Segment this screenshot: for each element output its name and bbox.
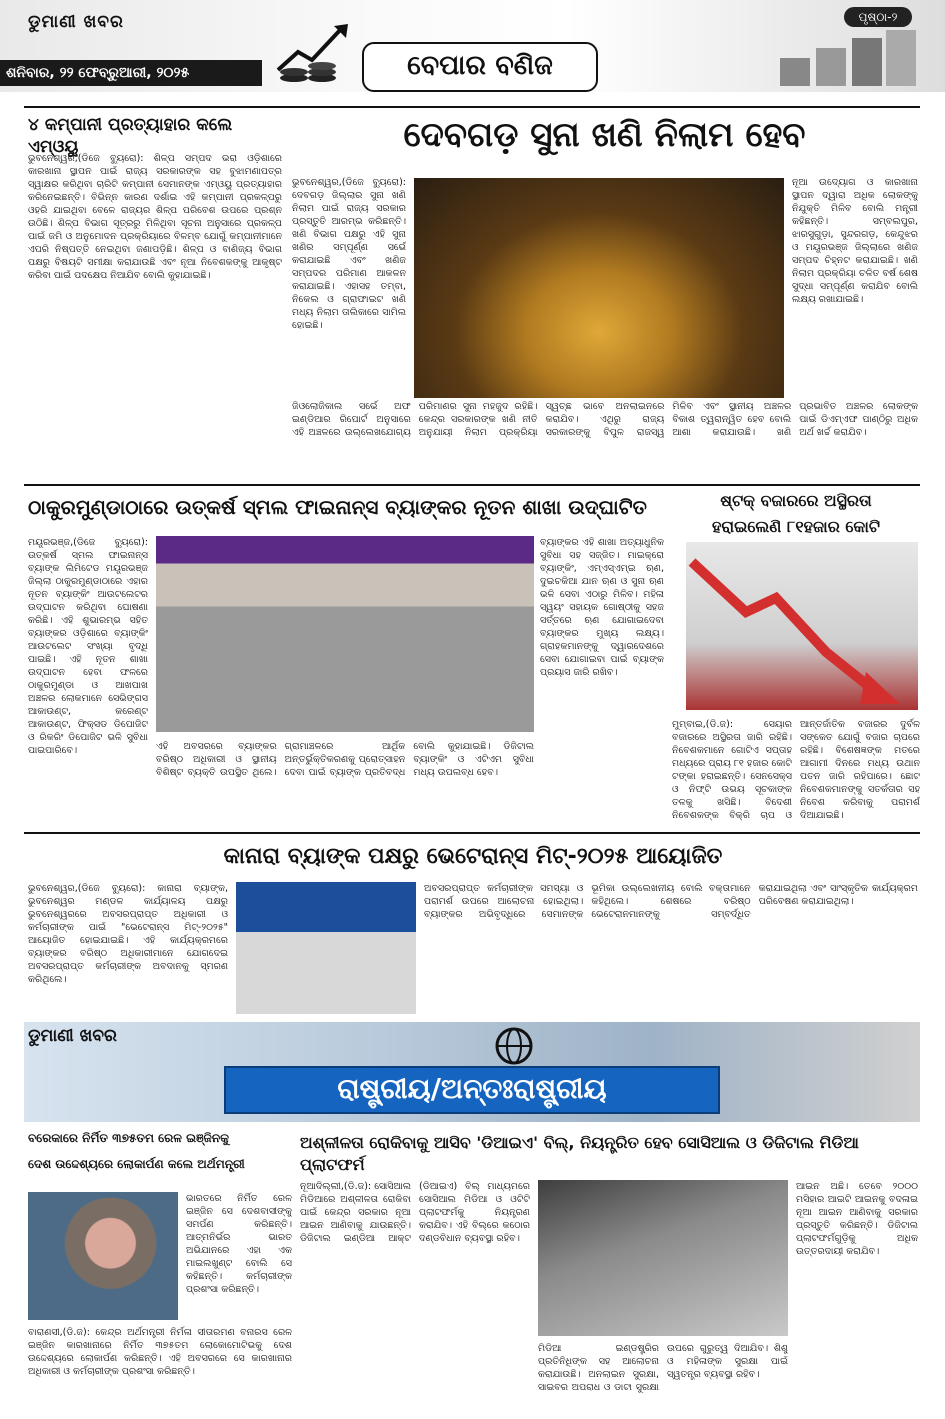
banner-brand: ଡୁମାଣୀ ଖବର — [28, 1026, 117, 1046]
article-gold-mine-bottom: ଜିଓଲୋଜିକାଲ ସର୍ଭେ ଅଫ ଇଣ୍ଡିଆର ରିପୋର୍ଟ ଅନୁସାରେ ଏହି ଅଞ୍ଚଳରେ ଉଲ୍ଲେଖଯୋଗ୍ୟ ପରିମାଣର ସୁନା ମହଜୁଦ ରହିଛି। କେନ୍ଦ୍ର ସରକାରଙ୍କ ଖଣି ନୀତି ଅନୁଯାୟୀ ନିଲାମ ପ୍ରକ୍ରିୟା ସ୍ୱଚ୍ଛ ଭାବେ ଅନଲାଇନରେ କରାଯିବ। ଏଥିରୁ ରାଜ୍ୟ ସରକାରଙ୍କୁ ବିପୁଳ ରାଜସ୍ୱ ମିଳିବ ଏବଂ ସ୍ଥାନୀୟ ଅଞ୍ଚଳର ବିକାଶ ତ୍ୱରାନ୍ୱିତ ହେବ ବୋଲି ଆଶା କରାଯାଉଛି। ଖଣି ପ୍ରଭାବିତ ଅଞ୍ଚଳର ଲୋକଙ୍କ ପାଇଁ ଡିଏମ୍‌ଏଫ ପାଣ୍ଠିରୁ ଅଧିକ ଅର୍ଥ ଖର୍ଚ୍ଚ କରାଯିବ। — [292, 401, 918, 438]
headline-rail-engine-2: ଦେଶ ଉଦ୍ଦେଶ୍ୟରେ ଲୋକାର୍ପଣ କଲେ ଅର୍ଥମନ୍ତ୍ରୀ — [28, 1157, 245, 1171]
article-mou-withdrawal: ଭୁବନେଶ୍ୱର,(ଡିଜେ ବ୍ୟୁରୋ): ଶିଳ୍ପ ସମ୍ପଦ ଭରା ଓଡ଼ିଶାରେ କାରଖାନା ସ୍ଥାପନ ପାଇଁ ରାଜ୍ୟ ସରକାରଙ୍କ ସହ ବୁଝାମଣାପତ୍ର ସ୍ୱାକ୍ଷର କରିଥିବା ଚାରିଟି କମ୍ପାନୀ ସେମାନଙ୍କ ଏମ୍‌ଓୟୁ ପ୍ରତ୍ୟାହାର କରିନେଇଛନ୍ତି। ବିଭିନ୍ନ କାରଣ ଦର୍ଶାଇ ଏହି କମ୍ପାନୀ ପ୍ରକଳ୍ପରୁ ଓହରି ଯାଇଥିବା ବେଳେ ରାଜ୍ୟର ଶିଳ୍ପ ପରିବେଶ ଉପରେ ପ୍ରଶ୍ନ ଉଠିଛି। ଶିଳ୍ପ ବିଭାଗ ସୂତ୍ରରୁ ମିଳିଥିବା ସୂଚନା ଅନୁସାରେ ପ୍ରକଳ୍ପ ପାଇଁ ଜମି ଓ ଅନୁମୋଦନ ପ୍ରକ୍ରିୟାରେ ବିଳମ୍ବ ଯୋଗୁଁ କମ୍ପାନୀମାନେ ଏପରି ନିଷ୍ପତ୍ତି ନେଇଥିବା ଜଣାପଡ଼ିଛି। ଶିଳ୍ପ ଓ ବାଣିଜ୍ୟ ବିଭାଗ ପକ୍ଷରୁ ବିଷୟଟି ସମୀକ୍ଷା କରାଯାଉଛି ଏବଂ ନୂଆ ନିବେଶକଙ୍କୁ ଆକୃଷ୍ଟ କରିବା ପାଇଁ ପଦକ୍ଷେପ ନିଆଯିବ ବୋଲି କୁହାଯାଇଛି। — [28, 153, 282, 281]
article-utkarsh-right: ବ୍ୟାଙ୍କର ଏହି ଶାଖା ଅତ୍ୟାଧୁନିକ ସୁବିଧା ସହ ସଜ୍ଜିତ। ମାଇକ୍ରୋ ବ୍ୟାଙ୍କିଂ, ଏମ୍‌ଏସ୍‌ଏମ୍‌ଇ ଋଣ, ଦୁଇଚକିଆ ଯାନ ଋଣ ଓ ସୁନା ଋଣ ଭଳି ସେବା ଏଠାରୁ ମିଳିବ। ମହିଳା ସ୍ୱୟଂ ସହାୟକ ଗୋଷ୍ଠୀକୁ ସହଜ ସର୍ତ୍ତରେ ଋଣ ଯୋଗାଇଦେବା ବ୍ୟାଙ୍କର ମୁଖ୍ୟ ଲକ୍ଷ୍ୟ। ଗ୍ରାହକମାନଙ୍କୁ ଦ୍ୱାରଦେଶରେ ସେବା ଯୋଗାଇବା ପାଇଁ ବ୍ୟାଙ୍କ ପ୍ରୟାସ ଜାରି ରଖିବ। — [540, 537, 664, 678]
utkarsh-branch-photo — [156, 536, 534, 732]
article-stock-market: ମୁମ୍ବାଇ,(ଡି.ଜ): ସେୟାର ବଜାରରେ ଅସ୍ଥିରତା ଜାରି ରହିଛି। ନିବେଶକମାନେ ଗୋଟିଏ ସପ୍ତାହ ମଧ୍ୟରେ ପ୍ରାୟ ୮୧ ହଜାର କୋଟି ଟଙ୍କା ହରାଇଛନ୍ତି। ସେନସେକ୍ସ ଓ ନିଫ୍ଟି ଉଭୟ ସୂଚକାଙ୍କ ତଳକୁ ଖସିଛି। ବିଦେଶୀ ନିବେଶକଙ୍କ ବିକ୍ରି ଚାପ ଓ ଆନ୍ତର୍ଜାତିକ ବଜାରର ଦୁର୍ବଳ ସଙ୍କେତ ଯୋଗୁଁ ବଜାର ଚାପରେ ରହିଛି। ବିଶେଷଜ୍ଞଙ୍କ ମତରେ ଆଗାମୀ ଦିନରେ ମଧ୍ୟ ଉଥାନ ପତନ ଜାରି ରହିପାରେ। ଛୋଟ ନିବେଶକମାନଙ୍କୁ ସତର୍କତାର ସହ ନିବେଶ କରିବାକୁ ପରାମର୍ଶ ଦିଆଯାଇଛି। — [672, 719, 920, 821]
article-utkarsh-left: ମୟୂରଭଞ୍ଜ,(ଡିଜେ ବ୍ୟୁରୋ): ଉତ୍କର୍ଷ ସ୍ମଲ ଫାଇନାନ୍ସ ବ୍ୟାଙ୍କ ଲିମିଟେଡ ମୟୂରଭଞ୍ଜ ଜିଲ୍ଲା ଠାକୁରମୁଣ୍ଡାଠାରେ ଏହାର ନୂତନ ବ୍ୟାଙ୍କିଂ ଆଉଟଲେଟର ଉଦ୍‌ଘାଟନ କରିଥିବା ଘୋଷଣା କରିଛି। ଏହି ଶୁଭାରମ୍ଭ ସହିତ ବ୍ୟାଙ୍କର ଓଡ଼ିଶାରେ ବ୍ୟାଙ୍କିଂ ଆଉଟଲେଟ ସଂଖ୍ୟା ବୃଦ୍ଧି ପାଇଛି। ଏହି ନୂତନ ଶାଖା ଉଦ୍‌ଘାଟନ ହେବା ଫଳରେ ଠାକୁରମୁଣ୍ଡା ଓ ଆଖପାଖ ଅଞ୍ଚଳର ଲୋକମାନେ ସେଭିଙ୍ଗସ ଆକାଉଣ୍ଟ, କରେଣ୍ଟ ଆକାଉଣ୍ଟ, ଫିକ୍ସଡ ଡିପୋଜିଟ ଓ ରିକରିଂ ଡିପୋଜିଟ ଭଳି ସୁବିଧା ପାଇପାରିବେ। — [28, 537, 148, 756]
headline-gold-mine: ଦେବଗଡ଼ ସୁନା ଖଣି ନିଲାମ ହେବ — [403, 115, 806, 155]
article-canara-left: ଭୁବନେଶ୍ୱର,(ଡିଜେ ବ୍ୟୁରୋ): କାନାରା ବ୍ୟାଙ୍କ, ଭୁବନେଶ୍ୱର ମଣ୍ଡଳ କାର୍ଯ୍ୟାଳୟ ପକ୍ଷରୁ ଭୁବନେଶ୍ୱରରେ ଅବସରପ୍ରାପ୍ତ ଅଧିକାରୀ ଓ କର୍ମଚାରୀଙ୍କ ପାଇଁ "ଭେଟେରାନ୍ସ ମିଟ୍-୨୦୨୫" ଆୟୋଜିତ ହୋଇଯାଇଛି। ଏହି କାର୍ଯ୍ୟକ୍ରମରେ ବ୍ୟାଙ୍କର ବରିଷ୍ଠ ଅଧିକାରୀମାନେ ଯୋଗଦେଇ ଅବସରପ୍ରାପ୍ତ କର୍ମଚାରୀଙ୍କ ଅବଦାନକୁ ସ୍ମରଣ କରିଥିଲେ। — [28, 883, 228, 985]
divider — [24, 832, 920, 834]
social-media-photo — [538, 1180, 788, 1336]
national-section-title: ରାଷ୍ଟ୍ରୀୟ/ଅନ୍ତଃରାଷ୍ଟ୍ରୀୟ — [224, 1066, 720, 1114]
article-dia-bill-right: ଆଇନ ଅଛି। ତେବେ ୨୦୦୦ ମସିହାର ଆଇଟି ଆଇନକୁ ବଦଳାଇ ନୂଆ ଆଇନ ଆଣିବାକୁ ସରକାର ପ୍ରସ୍ତୁତି କରିଛନ୍ତି। ଡିଜିଟାଲ ପ୍ଲାଟଫର୍ମଗୁଡ଼ିକୁ ଅଧିକ ଉତ୍ତରଦାୟୀ କରାଯିବ। — [796, 1181, 918, 1257]
article-rail-engine: ବାରାଣସୀ,(ଡି.ଜ): କେନ୍ଦ୍ର ଅର୍ଥମନ୍ତ୍ରୀ ନିର୍ମଳା ସୀତାରମଣ ବନାରସ ରେଳ ଇଞ୍ଜିନ କାରଖାନାରେ ନିର୍ମିତ ୩୭୫ତମ ଲୋକୋମୋଟିଭକୁ ଦେଶ ଉଦ୍ଦେଶ୍ୟରେ ଲୋକାର୍ପଣ କରିଛନ୍ତି। ଏହି ଅବସରରେ ସେ କାରଖାନାର ଅଧିକାରୀ ଓ କର୍ମଚାରୀଙ୍କ ପ୍ରଶଂସା କରିଛନ୍ତି। — [28, 1327, 292, 1377]
headline-mou-withdrawal: ୪ କମ୍ପାନୀ ପ୍ରତ୍ୟାହାର କଲେ ଏମ୍‌ଓୟୁ — [28, 115, 233, 157]
globe-icon — [494, 1026, 534, 1066]
headline-stock-market-2: ହରାଇଲେଣି ୮୧ହଜାର କୋଟି — [712, 517, 880, 536]
divider — [24, 484, 920, 486]
article-dia-bill-mid: ମିଡିଆ ଇଣ୍ଡଷ୍ଟ୍ରିର ପ୍ରତିନିଧିଙ୍କ ସହ ଆଲୋଚନା କରାଯାଉଛି। ଅନଲାଇନ ସୁରକ୍ଷା, ସାଇବର ଅପରାଧ ଓ ଡାଟା ସୁରକ୍ଷା ଉପରେ ଗୁରୁତ୍ୱ ଦିଆଯିବ। ଶିଶୁ ଓ ମହିଳାଙ୍କ ସୁରକ୍ଷା ପାଇଁ ସ୍ୱତନ୍ତ୍ର ବ୍ୟବସ୍ଥା ରହିବ। — [538, 1343, 788, 1393]
article-dia-bill-left: ନୂଆଦିଲ୍ଲୀ,(ଡି.ଜ): ସୋସିଆଲ ମିଡିଆରେ ଅଶ୍ଳୀଳତା ରୋକିବା ପାଇଁ କେନ୍ଦ୍ର ସରକାର ନୂଆ ଆଇନ ଆଣିବାକୁ ଯାଉଛନ୍ତି। ଡିଜିଟାଲ ଇଣ୍ଡିଆ ଆକ୍ଟ (ଡିଆଇଏ) ବିଲ୍ ମାଧ୍ୟମରେ ସୋସିଆଲ ମିଡିଆ ଓ ଓଟିଟି ପ୍ଲାଟଫର୍ମକୁ ନିୟନ୍ତ୍ରଣ କରାଯିବ। ଏହି ବିଲ୍‌ରେ କଠୋର ଦଣ୍ଡବିଧାନ ବ୍ୟବସ୍ଥା ରହିବ। — [300, 1181, 530, 1244]
finance-minister-photo — [28, 1192, 178, 1320]
headline-rail-engine-1: ବରେକାରେ ନିର୍ମିତ ୩୭୫ତମ ରେଳ ଇଞ୍ଜିନକୁ — [28, 1131, 229, 1145]
coin-stack-icon — [770, 30, 920, 88]
page-number: ପୃଷ୍ଠା-୨ — [844, 7, 912, 27]
article-gold-mine-left: ଭୁବନେଶ୍ୱର,(ଡିଜେ ବ୍ୟୁରୋ): ଦେବଗଡ଼ ଜିଲ୍ଲାର ସୁନା ଖଣି ନିଲାମ ପାଇଁ ରାଜ୍ୟ ସରକାର ପ୍ରସ୍ତୁତି ଆରମ୍ଭ କରିଛନ୍ତି। ଖଣି ବିଭାଗ ପକ୍ଷରୁ ଏହି ସୁନା ଖଣିର ସମ୍ପୂର୍ଣ୍ଣ ସର୍ଭେ କରାଯାଇଛି ଏବଂ ଖଣିଜ ସମ୍ପଦର ପରିମାଣ ଆକଳନ କରାଯାଇଛି। ଏହାସହ ତମ୍ବା, ନିକେଲ ଓ ଗ୍ରାଫାଇଟ ଖଣି ମଧ୍ୟ ନିଲାମ ତାଲିକାରେ ସାମିଲ ହୋଇଛି। — [292, 177, 406, 331]
headline-utkarsh-branch: ଠାକୁରମୁଣ୍ଡାଠାରେ ଉତ୍କର୍ଷ ସ୍ମଲ ଫାଇନାନ୍ସ ବ୍ୟାଙ୍କର ନୂତନ ଶାଖା ଉଦ୍‌ଘାଟିତ — [28, 495, 647, 519]
growth-graph-icon — [272, 18, 356, 88]
article-canara-right: ଅବସରପ୍ରାପ୍ତ କର୍ମଚାରୀଙ୍କ ସମସ୍ୟା ଓ ପରାମର୍ଶ ଉପରେ ଆଲୋଚନା ହୋଇଥିଲା। ବ୍ୟାଙ୍କର ଅଭିବୃଦ୍ଧିରେ ସେମାନଙ୍କ ଭୂମିକା ଉଲ୍ଲେଖନୀୟ ବୋଲି ବକ୍ତାମାନେ କହିଥିଲେ। ଶେଷରେ ବରିଷ୍ଠ ଭେଟେରାନମାନଙ୍କୁ ସମ୍ବର୍ଦ୍ଧିତ କରାଯାଇଥିଲା ଏବଂ ସାଂସ୍କୃତିକ କାର୍ଯ୍ୟକ୍ରମ ପରିବେଷଣ କରାଯାଇଥିଲା। — [424, 883, 918, 920]
canara-meet-photo — [236, 882, 416, 1014]
section-title: ବେପାର ବଣିଜ — [362, 42, 598, 92]
brand-title: ଡୁମାଣୀ ଖବର — [28, 12, 124, 32]
stock-market-photo — [686, 542, 918, 710]
gold-mine-photo — [414, 178, 784, 398]
article-gold-mine-right: ନୂଆ ଉଦ୍ୟୋଗ ଓ କାରଖାନା ସ୍ଥାପନ ଦ୍ୱାରା ଅଧିକ ଲୋକଙ୍କୁ ନିଯୁକ୍ତି ମିଳିବ ବୋଲି ମନ୍ତ୍ରୀ କହିଛନ୍ତି। ସମ୍ବଲପୁର, ଝାରସୁଗୁଡ଼ା, ସୁନ୍ଦରଗଡ଼, କେନ୍ଦୁଝର ଓ ମୟୂରଭଞ୍ଜ ଜିଲ୍ଲାରେ ଖଣିଜ ସମ୍ପଦ ଚିହ୍ନଟ କରାଯାଇଛି। ଖଣି ନିଲାମ ପ୍ରକ୍ରିୟା ଚଳିତ ବର୍ଷ ଶେଷ ସୁଦ୍ଧା ସମ୍ପୂର୍ଣ୍ଣ କରାଯିବ ବୋଲି ଲକ୍ଷ୍ୟ ରଖାଯାଇଛି। — [792, 177, 918, 305]
headline-canara-meet: କାନାରା ବ୍ୟାଙ୍କ ପକ୍ଷରୁ ଭେଟେରାନ୍ସ ମିଟ୍-୨୦୨୫ ଆୟୋଜିତ — [223, 844, 723, 869]
downtrend-arrow-icon — [686, 542, 918, 710]
headline-stock-market-1: ଷ୍ଟକ୍ ବଜାରରେ ଅସ୍ଥିରତା — [720, 491, 872, 510]
article-rail-engine-right: ଭାରତରେ ନିର୍ମିତ ରେଳ ଇଞ୍ଜିନ ସେ ଦେଶବାସୀଙ୍କୁ ସମର୍ପଣ କରିଛନ୍ତି। ଆତ୍ମନିର୍ଭର ଭାରତ ଅଭିଯାନରେ ଏହା ଏକ ମାଇଲଖୁଣ୍ଟ ବୋଲି ସେ କହିଛନ୍ତି। କର୍ମଚାରୀଙ୍କ ପ୍ରଶଂସା କରିଛନ୍ତି। — [186, 1193, 292, 1295]
article-utkarsh-mid: ଏହି ଅବସରରେ ବ୍ୟାଙ୍କର ବରିଷ୍ଠ ଅଧିକାରୀ ଓ ସ୍ଥାନୀୟ ବିଶିଷ୍ଟ ବ୍ୟକ୍ତି ଉପସ୍ଥିତ ଥିଲେ। ଗ୍ରାମାଞ୍ଚଳରେ ଆର୍ଥିକ ଅନ୍ତର୍ଭୁକ୍ତିକରଣକୁ ପ୍ରୋତ୍ସାହନ ଦେବା ପାଇଁ ବ୍ୟାଙ୍କ ପ୍ରତିବଦ୍ଧ ବୋଲି କୁହାଯାଇଛି। ଡିଜିଟାଲ ବ୍ୟାଙ୍କିଂ ଓ ଏଟିଏମ ସୁବିଧା ମଧ୍ୟ ଉପଲବ୍ଧ ହେବ। — [156, 741, 534, 778]
issue-date: ଶନିବାର, ୨୨ ଫେବ୍ରୁଆରୀ, ୨୦୨୫ — [0, 60, 262, 86]
divider — [24, 106, 920, 108]
headline-dia-bill: ଅଶ୍ଳୀଳତା ରୋକିବାକୁ ଆସିବ 'ଡିଆଇଏ' ବିଲ୍, ନିୟନ୍ତ୍ରିତ ହେବ ସୋସିଆଲ ଓ ଡିଜିଟାଲ ମିଡିଆ ପ୍ଲାଟଫର୍ମ — [300, 1133, 859, 1174]
